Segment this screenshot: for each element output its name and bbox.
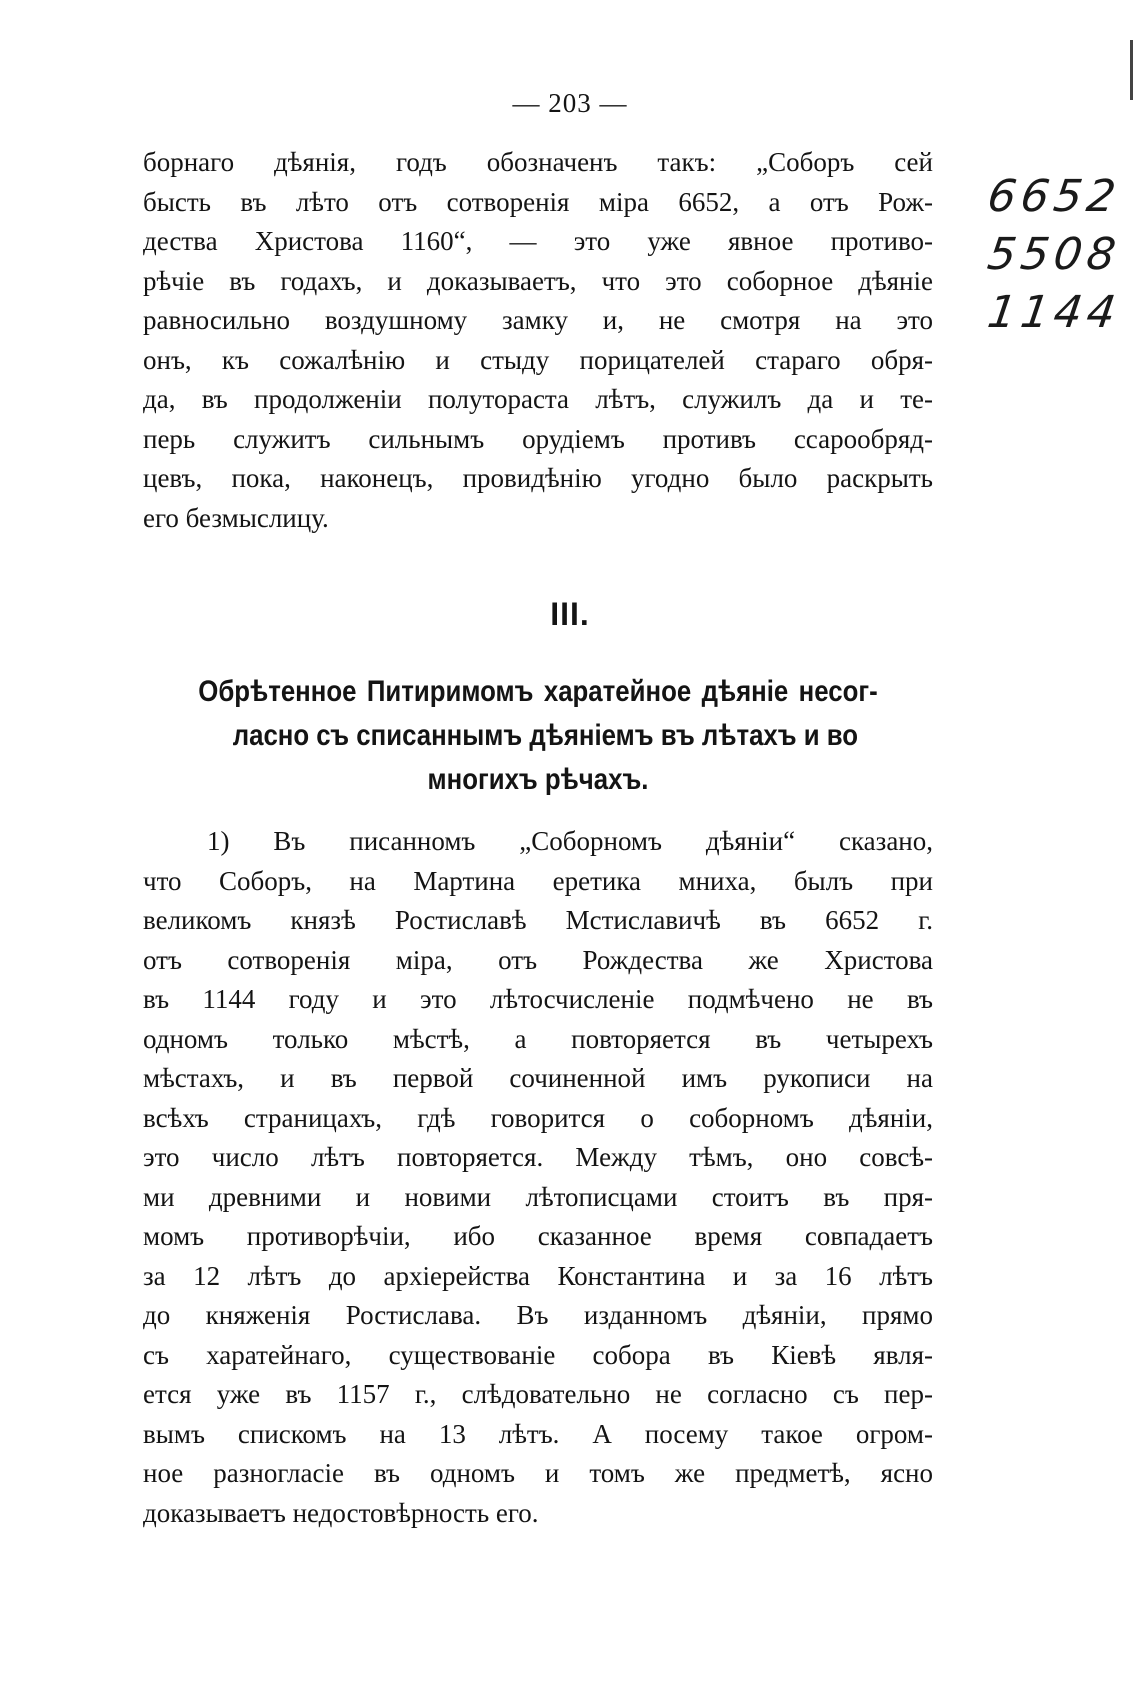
paragraph-2	[143, 822, 933, 1533]
text-line: ми древними и новими лѣтописцами стоитъ въ пря-	[143, 1181, 933, 1212]
margin-note: 1144	[984, 287, 1124, 338]
text-line: доказываетъ недостовѣрность его.	[143, 1497, 539, 1528]
text-line: 1) Въ писанномъ „Соборномъ дѣяніи“ сказано,	[207, 826, 933, 856]
text-line: что Соборъ, на Мартина еретика мниха, былъ при	[143, 865, 933, 896]
section-number: III.	[550, 596, 590, 632]
margin-note: 5508	[984, 229, 1124, 280]
text-line: всѣхъ страницахъ, гдѣ говорится о соборномъ дѣяніи,	[143, 1102, 933, 1133]
section-title-line: ласно съ списаннымъ дѣяніемъ въ лѣтахъ и во	[232, 719, 859, 752]
paragraph-1	[143, 143, 933, 538]
text-line: мѣстахъ, и въ первой сочиненной имъ рукописи на	[143, 1063, 933, 1093]
text-line: его безмыслицу.	[143, 502, 329, 533]
page-edge-mark	[1130, 40, 1133, 100]
text-line: борнаго дѣянія, годъ обозначенъ такъ: „Соборъ сей	[143, 147, 933, 177]
page-number: — 203 —	[512, 88, 628, 118]
text-line: за 12 лѣтъ до архіерейства Константина и за 16 лѣтъ	[143, 1260, 933, 1291]
text-line: цевъ, пока, наконецъ, провидѣнію угодно было раскрыть	[143, 463, 933, 493]
text-line: бысть въ лѣто отъ сотворенія міра 6652, а отъ Рож-	[143, 186, 933, 217]
section-title	[143, 670, 933, 802]
text-line: онъ, къ сожалѣнію и стыду порицателей стараго обря-	[143, 344, 933, 375]
section-title-line: многихъ рѣчахъ.	[427, 763, 649, 796]
text-line: рѣчіе въ годахъ, и доказываетъ, что это соборное дѣяніе	[143, 265, 933, 296]
text-line: отъ сотворенія міра, отъ Рождества же Христова	[143, 944, 933, 975]
text-line: съ харатейнаго, существованіе собора въ Кіевѣ явля-	[143, 1339, 933, 1370]
text-line: это число лѣтъ повторяется. Между тѣмъ, оно совсѣ-	[143, 1142, 933, 1172]
text-line: великомъ князѣ Ростиславѣ Мстиславичѣ въ 6652 г.	[143, 905, 933, 935]
text-line: одномъ только мѣстѣ, а повторяется въ четырехъ	[143, 1023, 933, 1054]
text-line: ется уже въ 1157 г., слѣдовательно не согласно съ пер-	[143, 1379, 933, 1409]
text-line: до княженія Ростислава. Въ изданномъ дѣяніи, прямо	[143, 1300, 933, 1330]
text-line: момъ противорѣчіи, ибо сказанное время совпадаетъ	[143, 1221, 933, 1251]
text-line: перь служитъ сильнымъ орудіемъ противъ ссарообряд-	[143, 423, 933, 454]
text-line: дества Христова 1160“, — это уже явное противо-	[143, 226, 933, 256]
text-line: да, въ продолженіи полутораста лѣтъ, служилъ да и те-	[143, 384, 933, 414]
margin-note: 6652	[984, 171, 1124, 222]
text-line: въ 1144 году и это лѣтосчисленіе подмѣчено не въ	[143, 984, 933, 1014]
text-line: равносильно воздушному замку и, не смотря на это	[143, 305, 933, 335]
section-title-line: Обрѣтенное Питиримомъ харатейное дѣяніе несог-	[198, 675, 878, 708]
text-line: вымъ спискомъ на 13 лѣтъ. А посему такое огром-	[143, 1418, 933, 1449]
text-line: ное разногласіе въ одномъ и томъ же предметѣ, ясно	[143, 1458, 933, 1488]
handwritten-margin-notes	[984, 168, 1138, 342]
